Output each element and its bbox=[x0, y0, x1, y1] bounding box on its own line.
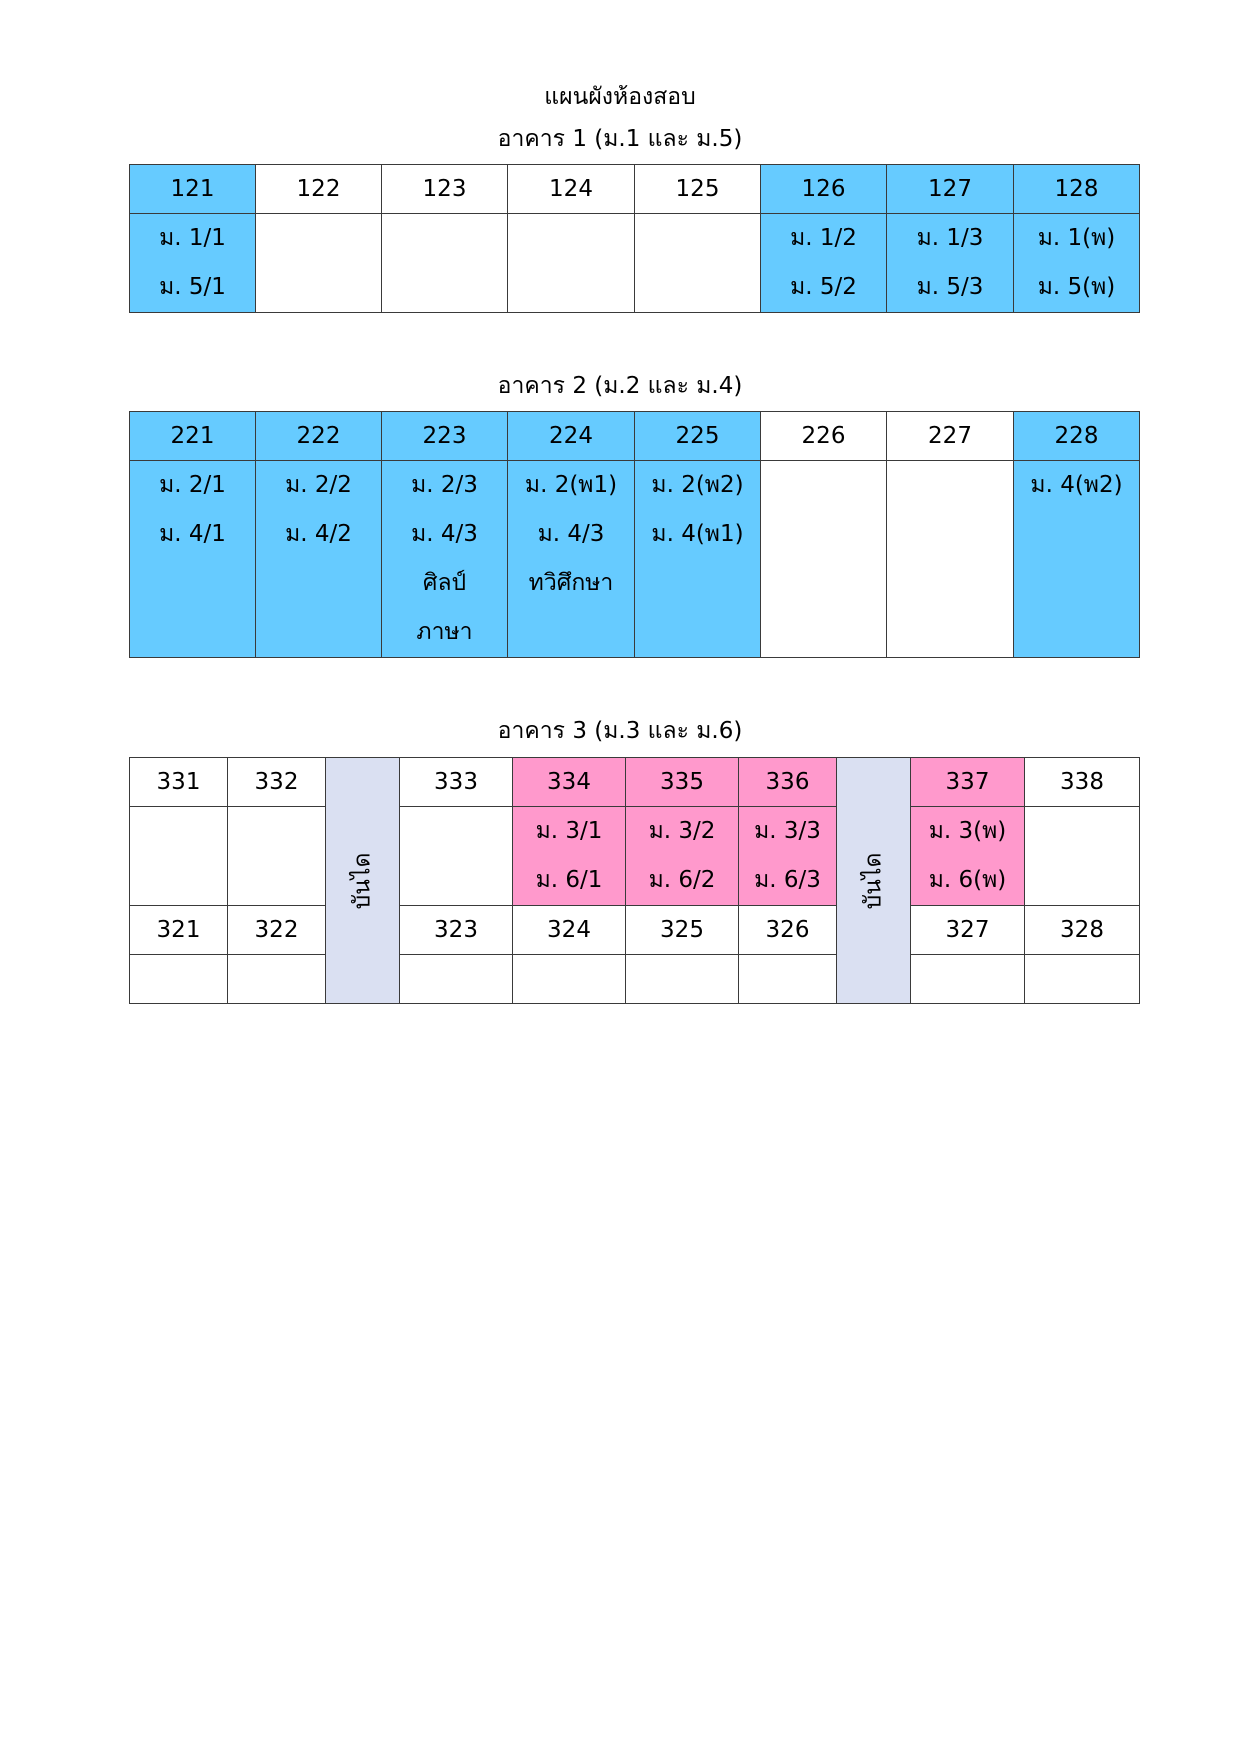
class-label: ม. 1(พ) bbox=[1037, 225, 1116, 251]
class-label: ศิลป์ bbox=[422, 570, 467, 596]
class-label: ม. 3/1 bbox=[535, 818, 603, 844]
classes-221 bbox=[130, 461, 256, 658]
building-2-table bbox=[129, 411, 1140, 658]
room-221: 221 bbox=[130, 412, 256, 461]
classes-224 bbox=[508, 461, 635, 658]
class-label: ม. 3/2 bbox=[648, 818, 716, 844]
class-label: ม. 6/2 bbox=[648, 867, 716, 893]
classes-332 bbox=[228, 807, 326, 906]
classes-128 bbox=[1014, 214, 1140, 313]
class-label: ม. 5(พ) bbox=[1037, 274, 1116, 300]
classes-328 bbox=[1025, 955, 1140, 1004]
room-327: 327 bbox=[911, 906, 1025, 955]
class-label: ม. 6(พ) bbox=[928, 867, 1007, 893]
building-3-lower-class-row bbox=[130, 955, 1140, 1004]
room-223: 223 bbox=[382, 412, 508, 461]
classes-321 bbox=[130, 955, 228, 1004]
room-338: 338 bbox=[1025, 758, 1140, 807]
classes-324 bbox=[513, 955, 626, 1004]
room-122: 122 bbox=[256, 165, 382, 214]
classes-338 bbox=[1025, 807, 1140, 906]
class-label: ม. 4(พ1) bbox=[651, 521, 744, 547]
classes-124 bbox=[508, 214, 635, 313]
room-331: 331 bbox=[130, 758, 228, 807]
room-125: 125 bbox=[635, 165, 761, 214]
classes-335 bbox=[626, 807, 739, 906]
building-3-lower-room-row bbox=[130, 906, 1140, 955]
room-322: 322 bbox=[228, 906, 326, 955]
page-title: แผนผังห้องสอบ bbox=[544, 84, 696, 110]
class-label: ม. 5/3 bbox=[916, 274, 984, 300]
room-126: 126 bbox=[761, 165, 887, 214]
class-label: ม. 2/1 bbox=[159, 472, 226, 498]
room-326: 326 bbox=[739, 906, 837, 955]
classes-336 bbox=[739, 807, 837, 906]
building-3-upper-room-row bbox=[130, 758, 1140, 807]
room-337: 337 bbox=[911, 758, 1025, 807]
classes-126 bbox=[761, 214, 887, 313]
room-321: 321 bbox=[130, 906, 228, 955]
class-label: ม. 6/3 bbox=[754, 867, 821, 893]
room-227: 227 bbox=[887, 412, 1014, 461]
classes-327 bbox=[911, 955, 1025, 1004]
building-1-room-row bbox=[130, 165, 1140, 214]
building-3-title: อาคาร 3 (ม.3 และ ม.6) bbox=[497, 718, 743, 744]
room-124: 124 bbox=[508, 165, 635, 214]
stairs-left bbox=[326, 758, 400, 1004]
room-228: 228 bbox=[1014, 412, 1140, 461]
room-226: 226 bbox=[761, 412, 887, 461]
building-1-title: อาคาร 1 (ม.1 และ ม.5) bbox=[497, 126, 743, 152]
classes-227 bbox=[887, 461, 1014, 658]
room-323: 323 bbox=[400, 906, 513, 955]
room-225: 225 bbox=[635, 412, 761, 461]
stairs-right bbox=[837, 758, 911, 1004]
classes-225 bbox=[635, 461, 761, 658]
room-224: 224 bbox=[508, 412, 635, 461]
stairs-label: บันได bbox=[349, 852, 376, 909]
classes-125 bbox=[635, 214, 761, 313]
room-121: 121 bbox=[130, 165, 256, 214]
class-label: ม. 4(พ2) bbox=[1030, 472, 1123, 498]
class-label: ม. 5/1 bbox=[159, 274, 226, 300]
classes-226 bbox=[761, 461, 887, 658]
class-label: ม. 2(พ1) bbox=[524, 472, 618, 498]
class-label: ม. 5/2 bbox=[790, 274, 857, 300]
class-label: ม. 2/3 bbox=[411, 472, 478, 498]
classes-326 bbox=[739, 955, 837, 1004]
stairs-label: บันได bbox=[860, 852, 887, 909]
classes-333 bbox=[400, 807, 513, 906]
room-324: 324 bbox=[513, 906, 626, 955]
classes-325 bbox=[626, 955, 739, 1004]
class-label: ม. 4/3 bbox=[411, 521, 478, 547]
classes-337 bbox=[911, 807, 1025, 906]
room-123: 123 bbox=[382, 165, 508, 214]
class-label: ทวิศึกษา bbox=[528, 570, 614, 596]
room-127: 127 bbox=[887, 165, 1014, 214]
class-label: ภาษา bbox=[416, 619, 473, 645]
class-label: ม. 6/1 bbox=[535, 867, 603, 893]
room-335: 335 bbox=[626, 758, 739, 807]
classes-222 bbox=[256, 461, 382, 658]
building-3-table bbox=[129, 757, 1140, 1004]
classes-223 bbox=[382, 461, 508, 658]
building-1-class-row bbox=[130, 214, 1140, 313]
room-325: 325 bbox=[626, 906, 739, 955]
room-328: 328 bbox=[1025, 906, 1140, 955]
classes-127 bbox=[887, 214, 1014, 313]
room-333: 333 bbox=[400, 758, 513, 807]
class-label: ม. 2(พ2) bbox=[651, 472, 744, 498]
class-label: ม. 2/2 bbox=[285, 472, 352, 498]
building-1-table bbox=[129, 164, 1140, 313]
classes-228 bbox=[1014, 461, 1140, 658]
classes-122 bbox=[256, 214, 382, 313]
building-2-class-row bbox=[130, 461, 1140, 658]
classes-121 bbox=[130, 214, 256, 313]
building-2-room-row bbox=[130, 412, 1140, 461]
classes-331 bbox=[130, 807, 228, 906]
room-336: 336 bbox=[739, 758, 837, 807]
class-label: ม. 3(พ) bbox=[928, 818, 1007, 844]
class-label: ม. 1/3 bbox=[916, 225, 984, 251]
building-2-title: อาคาร 2 (ม.2 และ ม.4) bbox=[497, 373, 743, 399]
class-label: ม. 1/2 bbox=[790, 225, 857, 251]
classes-322 bbox=[228, 955, 326, 1004]
room-222: 222 bbox=[256, 412, 382, 461]
classes-334 bbox=[513, 807, 626, 906]
room-128: 128 bbox=[1014, 165, 1140, 214]
classes-323 bbox=[400, 955, 513, 1004]
room-332: 332 bbox=[228, 758, 326, 807]
class-label: ม. 4/3 bbox=[537, 521, 605, 547]
classes-123 bbox=[382, 214, 508, 313]
class-label: ม. 1/1 bbox=[159, 225, 226, 251]
building-3-upper-class-row bbox=[130, 807, 1140, 906]
class-label: ม. 3/3 bbox=[754, 818, 821, 844]
class-label: ม. 4/1 bbox=[159, 521, 226, 547]
class-label: ม. 4/2 bbox=[285, 521, 352, 547]
room-334: 334 bbox=[513, 758, 626, 807]
